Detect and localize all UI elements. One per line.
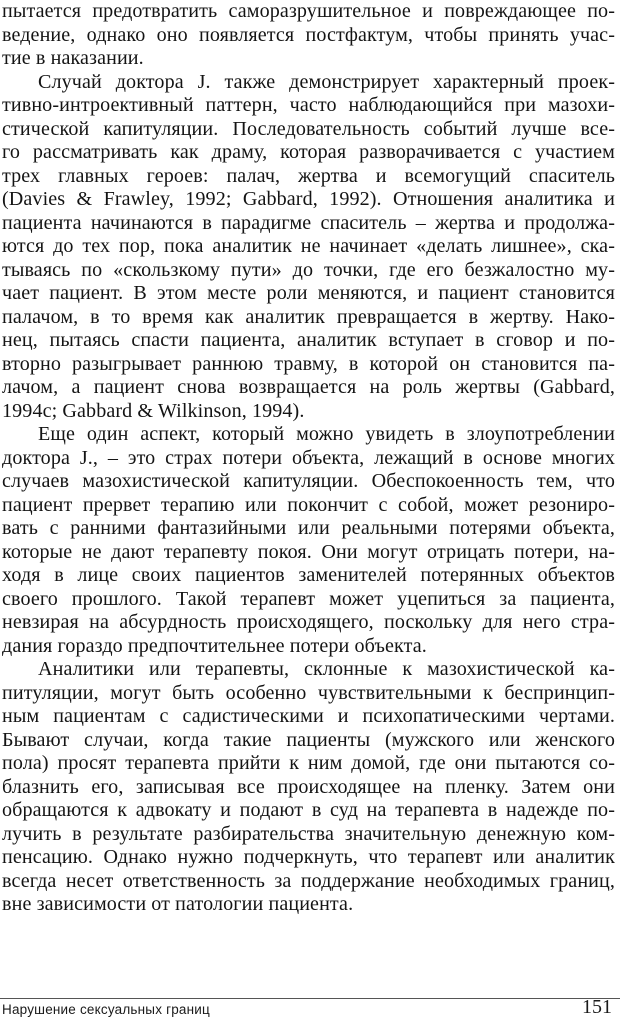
- text-line: невзирая на абсурдность происходящего, поскольку для него стра-: [2, 611, 615, 633]
- paragraph: [2, 71, 615, 424]
- text-line: Случай доктора J. также демонстрирует характерный проек-: [38, 70, 615, 93]
- text-line: Бывают случаи, когда такие пациенты (мужского или женского: [2, 728, 615, 751]
- text-line: доктора J., – это страх потери объекта, лежащий в основе многих: [2, 446, 615, 469]
- text-line: блазнить его, записывая все происходящее на пленку. Затем они: [2, 775, 615, 798]
- text-line: тие в наказании.: [2, 47, 144, 69]
- footer-rule: [0, 998, 620, 999]
- page-number: 151: [582, 996, 612, 1018]
- text-line: стической капитуляции. Последовательность событий лучше все-: [2, 117, 615, 140]
- text-line: которые не дают терапевту покоя. Они могут отрицать потери, на-: [2, 540, 615, 563]
- text-line: вне зависимости от патологии пациента.: [2, 893, 354, 915]
- text-line: Аналитики или терапевты, склонные к мазохистической ка-: [38, 658, 615, 680]
- text-line: обращаются к адвокату и подают в суд на терапевта в надежде по-: [2, 799, 615, 821]
- running-title: Нарушение сексуальных границ: [2, 1002, 210, 1017]
- text-line: ются до тех пор, пока аналитик не начинает «делать лишнее», ска-: [2, 235, 615, 257]
- text-line: вторно разыгрывает раннюю травму, в которой он становится па-: [2, 352, 615, 375]
- text-line: пациент прервет терапию или покончит с собой, может резониро-: [2, 493, 615, 516]
- text-line: пола) просят терапевта прийти к ним домой, где они пытаются со-: [2, 752, 615, 774]
- text-line: вать с ранними фантазийными или реальными потерями объекта,: [2, 517, 615, 539]
- text-line: ведение, однако оно появляется постфактум, чтобы принять учас-: [2, 23, 615, 46]
- text-line: нец, пытаясь спасти пациента, аналитик вступает в сговор и по-: [2, 329, 615, 351]
- text-line: 1994c; Gabbard & Wilkinson, 1994).: [2, 399, 305, 422]
- text-line: (Davies & Frawley, 1992; Gabbard, 1992). Отношения аналитика и: [2, 188, 615, 210]
- page-footer: [0, 996, 620, 1023]
- text-line: лучить в результате разбирательства значительную денежную ком-: [2, 822, 615, 845]
- text-line: Еще один аспект, который можно увидеть в злоупотреблении: [38, 423, 615, 445]
- text-line: пациента начинаются в парадигме спаситель – жертва и продолжа-: [2, 211, 615, 234]
- text-line: своего прошлого. Такой терапевт может уцепиться за пациента,: [2, 587, 615, 610]
- text-line: тываясь по «скользкому пути» до точки, где его безжалостно му-: [2, 258, 615, 281]
- text-line: тивно-интроективный паттерн, часто наблюдающийся при мазохи-: [2, 94, 615, 116]
- text-line: го рассматривать как драму, которая разворачивается с участием: [2, 141, 615, 163]
- text-line: чает пациент. В этом месте роли меняются, и пациент становится: [2, 282, 615, 304]
- text-line: всегда несет ответственность за поддержание необходимых границ,: [2, 869, 615, 892]
- paragraph: [2, 423, 615, 658]
- body-text: [2, 0, 615, 917]
- text-line: лачом, а пациент снова возвращается на роль жертвы (Gabbard,: [2, 376, 615, 398]
- text-line: питуляции, могут быть особенно чувствительными к беспринцип-: [2, 681, 615, 704]
- paragraph: [2, 0, 615, 71]
- text-line: пенсацию. Однако нужно подчеркнуть, что терапевт или аналитик: [2, 846, 615, 868]
- text-line: палачом, в то время как аналитик превращается в жертву. Нако-: [2, 305, 615, 328]
- text-line: случаев мазохистической капитуляции. Обеспокоенность тем, что: [2, 470, 615, 492]
- paragraph: [2, 658, 615, 917]
- text-line: дания гораздо предпочтительнее потери объекта.: [2, 634, 427, 657]
- text-line: пытается предотвратить саморазрушительное и повреждающее по-: [2, 0, 615, 22]
- text-line: ходя в лице своих пациентов заменителей потерянных объектов: [2, 564, 615, 586]
- text-line: трех главных героев: палач, жертва и всемогущий спаситель: [2, 164, 615, 187]
- text-line: ным пациентам с садистическими и психопатическими чертами.: [2, 705, 615, 727]
